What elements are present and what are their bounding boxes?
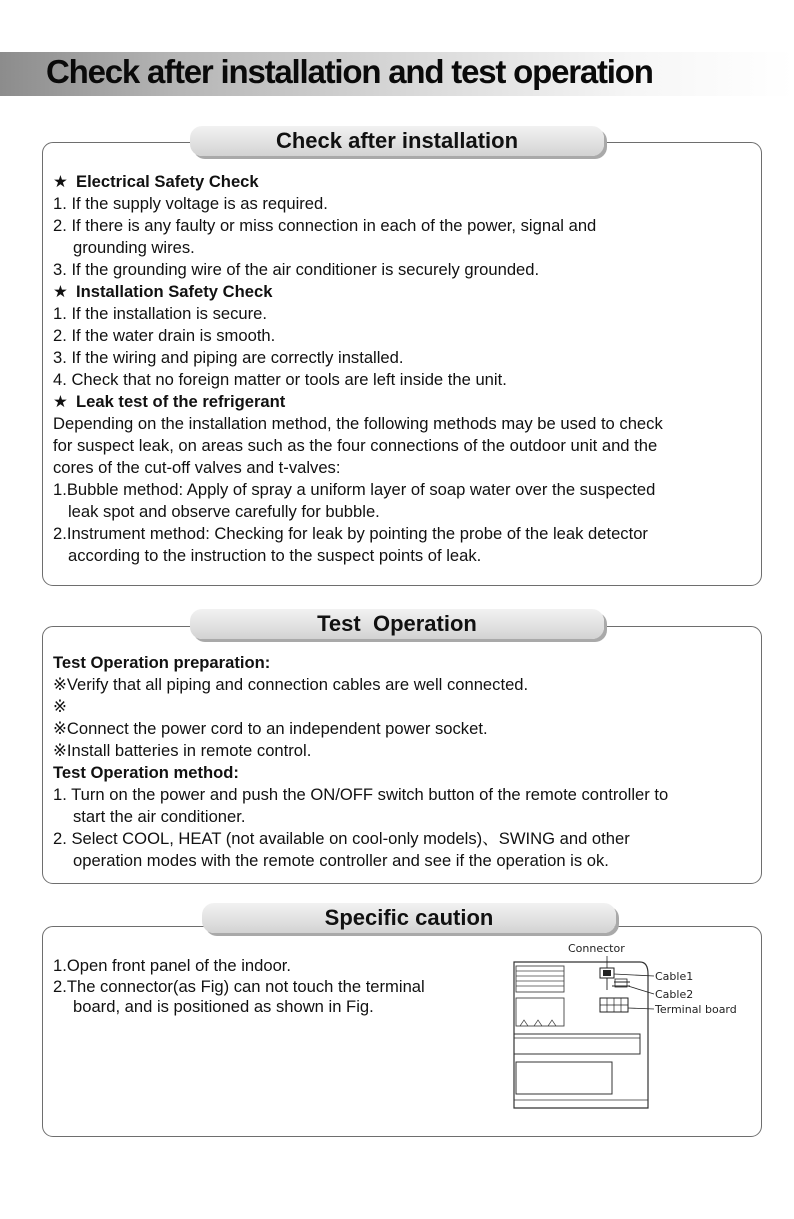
list-item: 2.The connector(as Fig) can not touch the terminal bbox=[53, 976, 425, 996]
electrical-safety-heading: ★ Electrical Safety Check bbox=[53, 172, 259, 191]
list-item: 1.Bubble method: Apply of spray a uniform layer of soap water over the suspected bbox=[53, 480, 656, 499]
check-after-installation-content bbox=[53, 171, 663, 567]
lower-panel bbox=[516, 1062, 612, 1094]
list-item: 1.Open front panel of the indoor. bbox=[53, 956, 292, 975]
test-operation-content bbox=[53, 652, 668, 872]
list-item: ※Connect the power cord to an independent power socket. bbox=[53, 719, 488, 738]
list-item: 1. If the installation is secure. bbox=[53, 304, 267, 323]
paragraph-line: cores of the cut-off valves and t-valves: bbox=[53, 458, 341, 477]
list-item: 2. If there is any faulty or miss connection in each of the power, signal and bbox=[53, 216, 597, 235]
connector-label: Connector bbox=[568, 942, 625, 955]
list-item: 2. Select COOL, HEAT (not available on cool-only models)、SWING and other bbox=[53, 829, 630, 848]
star-icon: ★ bbox=[53, 282, 68, 301]
list-item: according to the instruction to the suspect points of leak. bbox=[68, 546, 482, 565]
connector-diagram bbox=[490, 938, 750, 1123]
front-band bbox=[514, 1034, 640, 1054]
list-item: start the air conditioner. bbox=[73, 807, 246, 826]
leak-test-heading: ★ Leak test of the refrigerant bbox=[53, 392, 286, 411]
check-after-installation-tab: Check after installation bbox=[190, 126, 604, 156]
star-icon: ★ bbox=[53, 172, 68, 191]
list-item: operation modes with the remote controller and see if the operation is ok. bbox=[73, 851, 609, 870]
page-title: Check after installation and test operation bbox=[46, 53, 653, 90]
installation-safety-heading: ★ Installation Safety Check bbox=[53, 282, 273, 301]
list-item: 4. Check that no foreign matter or tools are left inside the unit. bbox=[53, 370, 507, 389]
list-item: 1. If the supply voltage is as required. bbox=[53, 194, 328, 213]
list-item: 2. If the water drain is smooth. bbox=[53, 326, 276, 345]
specific-caution-tab: Specific caution bbox=[202, 903, 616, 933]
list-item: 2.Instrument method: Checking for leak by pointing the probe of the leak detector bbox=[53, 524, 648, 543]
list-item: board, and is positioned as shown in Fig. bbox=[73, 997, 374, 1016]
list-item: ※ bbox=[53, 697, 67, 716]
grill bbox=[516, 966, 564, 992]
list-item: grounding wires. bbox=[73, 238, 195, 257]
list-item: leak spot and observe carefully for bubble. bbox=[68, 502, 380, 521]
paragraph-line: Depending on the installation method, the following methods may be used to check bbox=[53, 414, 663, 433]
list-item: 3. If the grounding wire of the air conditioner is securely grounded. bbox=[53, 260, 540, 279]
indoor-unit-outline bbox=[514, 962, 648, 1108]
list-item: ※Install batteries in remote control. bbox=[53, 741, 312, 760]
list-item: ※Verify that all piping and connection cables are well connected. bbox=[53, 675, 529, 694]
specific-caution-content bbox=[53, 956, 425, 1018]
list-item: 3. If the wiring and piping are correctly installed. bbox=[53, 348, 404, 367]
cable1-label: Cable1 bbox=[655, 970, 694, 983]
test-operation-tab: Test Operation bbox=[190, 609, 604, 639]
list-item: 1. Turn on the power and push the ON/OFF switch button of the remote controller to bbox=[53, 785, 669, 804]
paragraph-line: for suspect leak, on areas such as the four connections of the outdoor unit and the bbox=[53, 436, 658, 455]
cable2-label: Cable2 bbox=[655, 988, 694, 1001]
star-icon: ★ bbox=[53, 392, 68, 411]
test-preparation-heading: Test Operation preparation: bbox=[53, 653, 271, 672]
test-method-heading: Test Operation method: bbox=[53, 763, 239, 782]
terminal-board-label: Terminal board bbox=[655, 1003, 737, 1016]
